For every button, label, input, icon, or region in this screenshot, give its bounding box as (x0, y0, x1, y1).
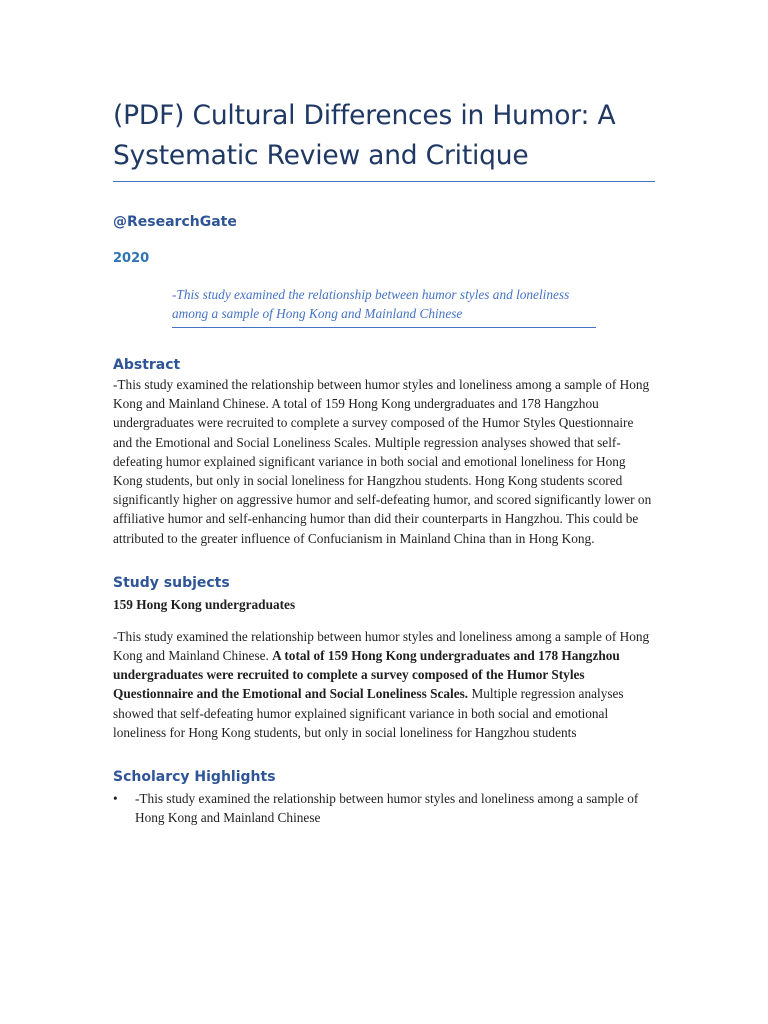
highlight-item (113, 789, 655, 827)
highlights-list (113, 789, 655, 827)
highlight-text: -This study examined the relationship between humor styles and loneliness among a sample of Hong Kong and Mainland Chinese (135, 791, 639, 826)
document-page (113, 96, 655, 827)
intro-quote: -This study examined the relationship between humor styles and loneliness among a sample of Hong Kong and Mainland Chinese (172, 285, 596, 328)
abstract-heading: Abstract (113, 357, 181, 373)
paragraph-text-start: -This study examined the relationship between humor styles and loneliness among a sample of Hong Kong and Mainland Chinese. (113, 628, 650, 664)
publication-year: 2020 (113, 251, 150, 266)
paragraph-text-end: Multiple regression analyses showed that self-defeating humor explained significant variance in both social and emotional loneliness for Hong Kong students, but only in social loneliness for Hangzhou students (113, 686, 624, 740)
study-subjects-heading: Study subjects (113, 574, 230, 591)
study-subjects-summary: 159 Hong Kong undergraduates (113, 596, 296, 612)
abstract-text: -This study examined the relationship between humor styles and loneliness among a sample of Hong Kong and Mainland Chinese. A total of 159 Hong Kong undergraduates and 178 Hangzhou undergraduates were recruited to complete a survey composed of the Humor Styles Questionnaire and the Emotional and Social Loneliness Scales. Multiple regression analyses showed that self-defeating humor explained significant variance in both social and emotional loneliness for Hong Kong students, but only in social loneliness for Hangzhou students. Hong Kong students scored significantly higher on aggressive humor and self-defeating humor, and scored significantly lower on affiliative humor and self-enhancing humor than did their counterparts in Hangzhou. This could be attributed to the greater influence of Confucianism in Mainland China than in Hong Kong. (113, 377, 652, 546)
document-title: (PDF) Cultural Differences in Humor: A Systematic Review and Critique (113, 96, 655, 182)
source-label: @ResearchGate (113, 214, 237, 230)
study-subjects-paragraph (113, 627, 655, 742)
paragraph-text-bold: A total of 159 Hong Kong undergraduates and 178 Hangzhou undergraduates were recruited to complete a survey composed of the Humor Styles Questionnaire and the Emotional and Social Loneliness Scales. (113, 648, 620, 702)
bullet-icon: • (113, 791, 118, 807)
highlights-heading: Scholarcy Highlights (113, 769, 276, 786)
